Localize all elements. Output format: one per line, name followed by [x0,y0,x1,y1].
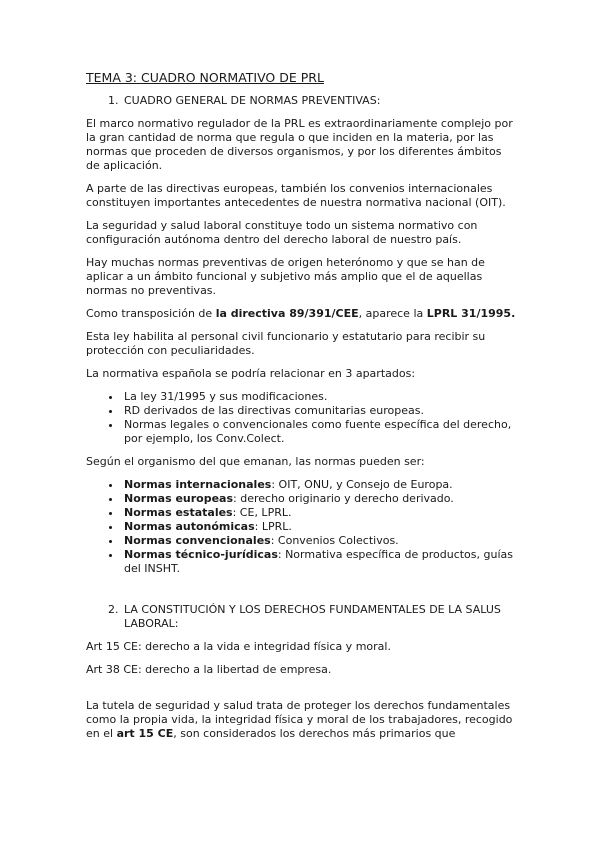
art15-reference: art 15 CE [116,727,174,740]
spacer [86,686,518,699]
list-item: • RD derivados de las directivas comunitarias europeas. [122,404,518,418]
article-38: Art 38 CE: derecho a la libertad de empresa. [86,663,332,676]
list-item [122,506,518,520]
list-item: • La ley 31/1995 y sus modificaciones. [122,390,518,404]
list-item-term: Normas técnico-jurídicas [124,548,278,561]
list-item-desc: : LPRL. [254,520,292,533]
paragraph-9-text-a: La tutela de seguridad y salud trata de proteger los derechos fundamentales como la propia vida, la integridad física y moral de los trabajadores, recogido en el [86,699,513,740]
list-item [122,534,518,548]
section-2-heading [86,603,518,631]
section-1-heading-text: 1. CUADRO GENERAL DE NORMAS PREVENTIVAS: [122,94,518,108]
list-item-desc: : CE, LPRL. [232,506,292,519]
list-item [122,548,518,576]
spacer [86,585,518,603]
list-item [122,492,518,506]
paragraph-4: Hay muchas normas preventivas de origen heterónomo y que se han de aplicar a un ámbito funcional y subjetivo más amplio que el de aquellas normas no preventivas. [86,256,485,297]
list-item-term: Normas europeas [124,492,234,505]
paragraph-2: A parte de las directivas europeas, también los convenios internacionales constituyen importantes antecedentes de nuestra normativa nacional (OIT). [86,182,506,209]
paragraph-9 [86,699,518,741]
paragraph-5 [86,307,518,321]
section-1-heading [86,94,518,108]
list-item [122,478,518,492]
lprl-reference: LPRL 31/1995. [426,307,516,320]
list-item-desc: : OIT, ONU, y Consejo de Europa. [271,478,453,491]
directive-reference: la directiva 89/391/CEE [215,307,359,320]
list-item-desc: : Convenios Colectivos. [270,534,399,547]
paragraph-9-text-b: , son considerados los derechos más primarios que [173,727,456,740]
paragraph-5-text-a: Como transposición de [86,307,216,320]
paragraph-1: El marco normativo regulador de la PRL es extraordinariamente complejo por la gran cantidad de norma que regula o que inciden en la materia, por las normas que proceden de diversos organismos, y por los diferentes ámbitos de aplicación. [86,117,513,172]
list-item-term: Normas estatales [124,506,233,519]
document-body [86,70,518,750]
normativa-list [86,390,518,446]
list-item-term: Normas autonómicas [124,520,255,533]
list-item [122,520,518,534]
list-item-desc: : derecho originario y derecho derivado. [233,492,454,505]
article-15: Art 15 CE: derecho a la vida e integridad física y moral. [86,640,391,653]
list-item: • Normas legales o convencionales como fuente específica del derecho, por ejemplo, los Conv.Colect. [122,418,518,446]
list-item-term: Normas convencionales [124,534,271,547]
paragraph-7: La normativa española se podría relacionar en 3 apartados: [86,367,416,380]
list-item-term: Normas internacionales [124,478,272,491]
section-2-heading-text: 2. LA CONSTITUCIÓN Y LOS DERECHOS FUNDAMENTALES DE LA SALUS LABORAL: [122,603,518,631]
paragraph-3: La seguridad y salud laboral constituye todo un sistema normativo con configuración autónoma dentro del derecho laboral de nuestro país. [86,219,478,246]
paragraph-8: Según el organismo del que emanan, las normas pueden ser: [86,455,425,468]
list-item-desc: : Normativa específica de productos, guías del INSHT. [124,548,513,575]
document-title: TEMA 3: CUADRO NORMATIVO DE PRL [86,70,324,85]
paragraph-5-text-b: , aparece la [358,307,427,320]
paragraph-6: Esta ley habilita al personal civil funcionario y estatutario para recibir su protección con peculiaridades. [86,330,486,357]
organismo-list [86,478,518,576]
